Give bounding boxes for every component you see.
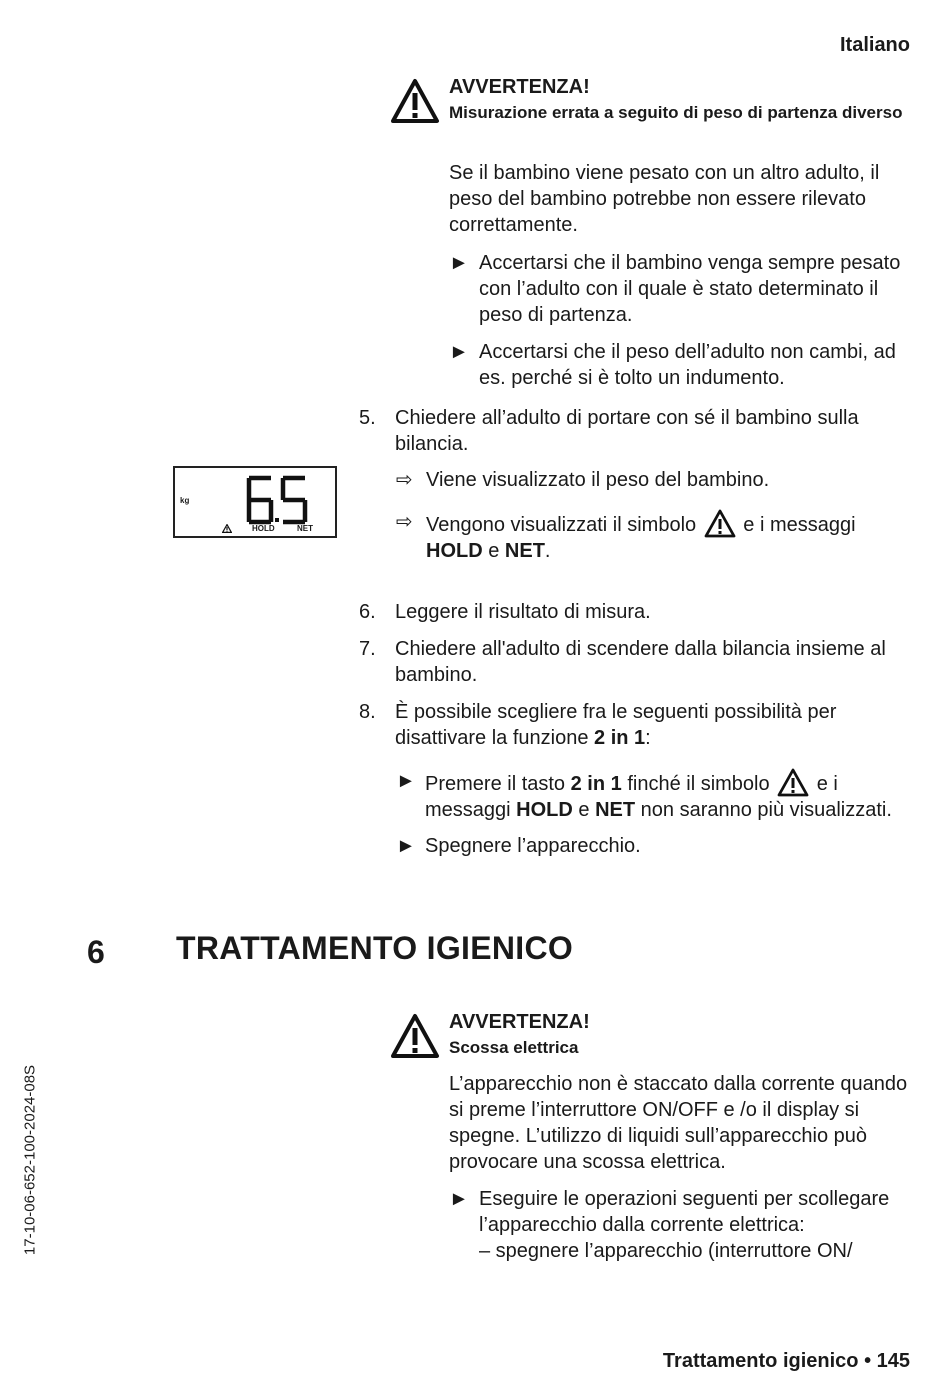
warning-triangle-icon: [390, 78, 440, 124]
warning-symbol-icon: [704, 509, 736, 538]
arrow-right-icon: ►: [396, 770, 416, 792]
warning-text: L’apparecchio non è staccato dalla corrente quando si preme l’interruttore ON/OFF e /o il display si spegne. L’utilizzo di liquidi sull’apparecchio può provocare una scossa elettrica.: [449, 1073, 908, 1173]
display-hold-label: HOLD: [252, 524, 275, 533]
arrow-right-icon: ►: [449, 1188, 469, 1210]
step-5: 5. Chiedere all’adulto di portare con sé il bambino sulla bilancia.: [359, 407, 859, 455]
warning-bullet: ► Eseguire le operazioni seguenti per scollegare l’apparecchio dalla corrente elettrica: – spegnere l’apparecchio (interruttore ON/: [449, 1188, 890, 1262]
display-warning-icon: [222, 524, 232, 533]
step-7: 7. Chiedere all'adulto di scendere dalla bilancia insieme al bambino.: [359, 638, 886, 686]
step-8: 8. È possibile scegliere fra le seguenti possibilità per disattivare la funzione 2 in 1:: [359, 701, 837, 749]
warning-title: AVVERTENZA!: [449, 76, 590, 98]
display-net-label: NET: [297, 524, 313, 533]
result-arrow-icon: ⇨: [396, 469, 413, 491]
result-line: ⇨ Vengono visualizzati il simbolo e i messaggi HOLD e NET.: [396, 511, 856, 562]
warning-text: Se il bambino viene pesato con un altro adulto, il peso del bambino potrebbe non essere rilevato correttamente.: [449, 162, 880, 236]
step8-bullet: ► Premere il tasto 2 in 1 finché il simbolo e i messaggi HOLD e NET non saranno più visualizzati.: [396, 770, 892, 821]
result-arrow-icon: ⇨: [396, 511, 413, 533]
result-line: ⇨ Viene visualizzato il peso del bambino.: [396, 469, 770, 491]
warning-bullet: ► Accertarsi che il bambino venga sempre pesato con l’adulto con il quale è stato determinato il peso di partenza.: [449, 252, 901, 326]
warning-subtitle: Misurazione errata a seguito di peso di partenza diverso: [449, 103, 903, 122]
warning-triangle-icon: [390, 1013, 440, 1059]
display-digits: [245, 474, 311, 526]
scale-display: [173, 466, 337, 538]
chapter-title: TRATTAMENTO IGIENICO: [176, 930, 574, 966]
warning-subtitle: Scossa elettrica: [449, 1038, 579, 1057]
page-footer: Trattamento igienico • 145: [662, 1350, 910, 1372]
step-6: 6. Leggere il risultato di misura.: [359, 601, 651, 623]
chapter-number: 6: [87, 934, 105, 970]
arrow-right-icon: ►: [449, 252, 469, 274]
language-label: Italiano: [839, 34, 910, 56]
warning-symbol-icon: [777, 768, 809, 797]
step8-bullet: ► Spegnere l’apparecchio.: [396, 835, 641, 857]
warning-bullet: ► Accertarsi che il peso dell’adulto non cambi, ad es. perché si è tolto un indumento.: [449, 341, 896, 389]
warning-title: AVVERTENZA!: [449, 1011, 590, 1033]
arrow-right-icon: ►: [396, 835, 416, 857]
document-code: 17-10-06-652-100-2024-08S: [21, 1064, 39, 1256]
arrow-right-icon: ►: [449, 341, 469, 363]
display-unit: kg: [180, 496, 190, 505]
